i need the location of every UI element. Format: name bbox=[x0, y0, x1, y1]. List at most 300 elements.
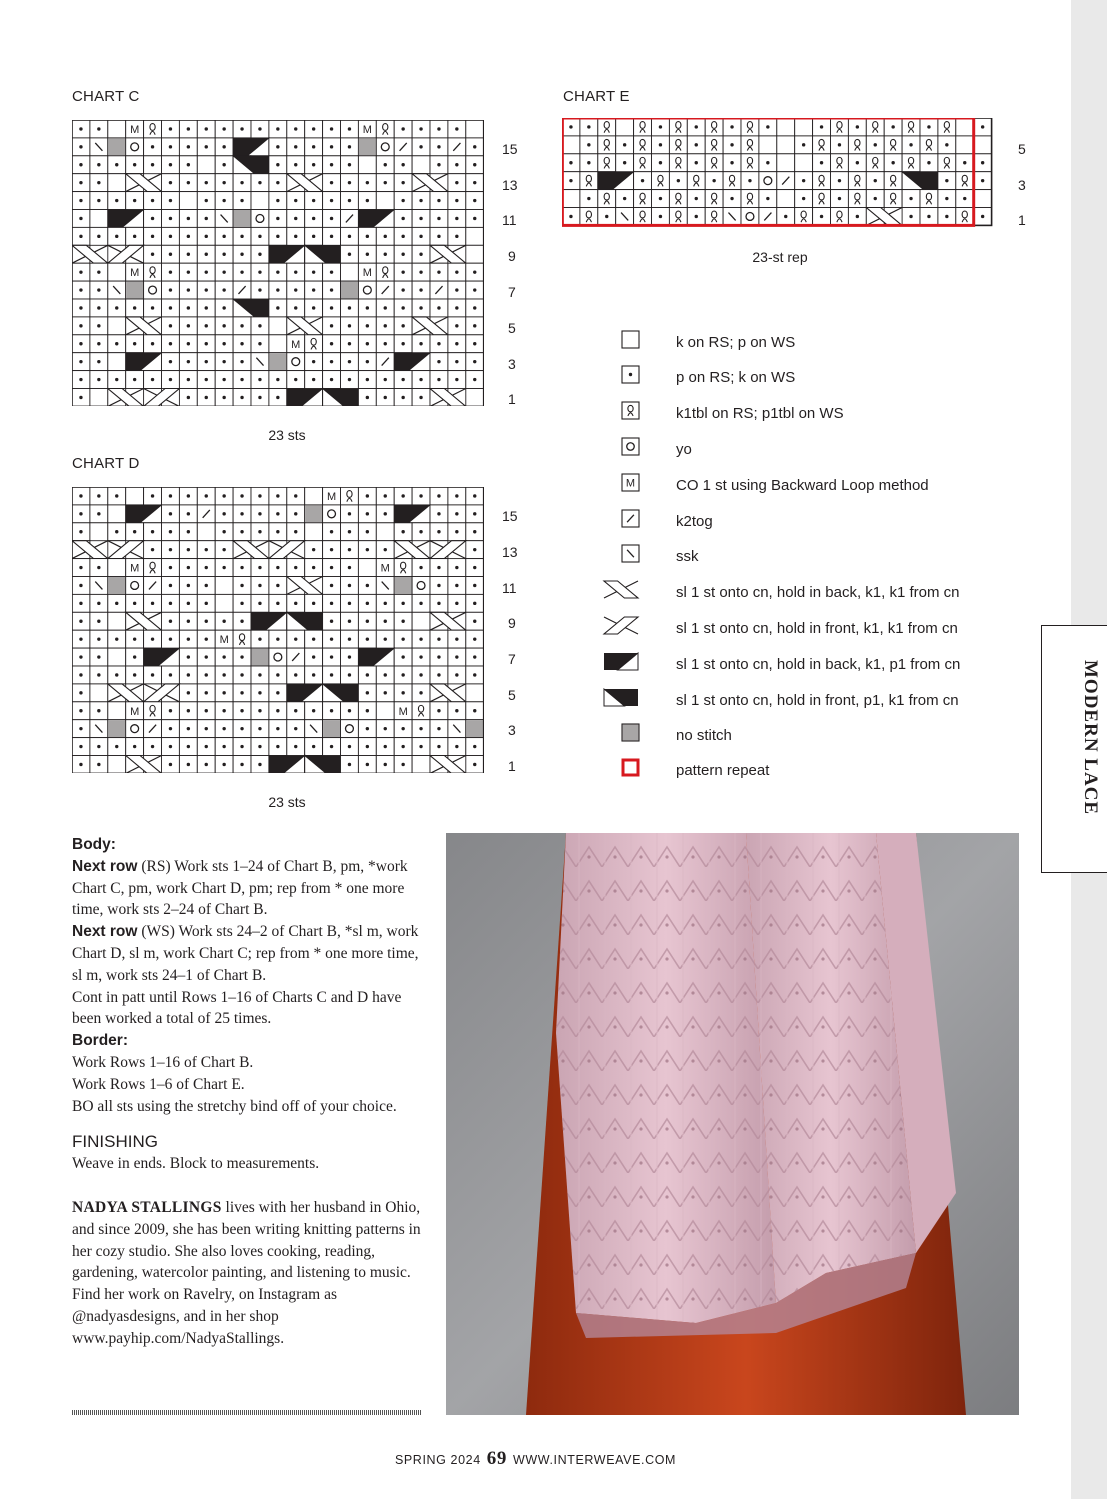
purl-dot bbox=[169, 270, 172, 273]
no-stitch-cell bbox=[341, 282, 358, 299]
purl-dot bbox=[455, 566, 458, 569]
make-one-symbol: M bbox=[362, 267, 372, 280]
purl-dot bbox=[384, 342, 387, 345]
purl-dot bbox=[384, 324, 387, 327]
make-one-symbol: M bbox=[625, 477, 636, 490]
purl-dot bbox=[384, 494, 387, 497]
stitch-cell bbox=[884, 190, 902, 208]
stitch-cell bbox=[376, 702, 394, 720]
purl-dot bbox=[79, 727, 82, 730]
purl-dot bbox=[569, 161, 572, 164]
purl-dot bbox=[366, 360, 369, 363]
stitch-cell bbox=[215, 594, 233, 612]
stitch-cell bbox=[269, 317, 287, 335]
purl-dot bbox=[963, 161, 966, 164]
purl-dot bbox=[133, 342, 136, 345]
purl-dot bbox=[79, 691, 82, 694]
purl-dot bbox=[205, 217, 208, 220]
legend-label: k1tbl on RS; p1tbl on WS bbox=[676, 405, 844, 422]
purl-dot bbox=[79, 620, 82, 623]
purl-dot bbox=[330, 709, 333, 712]
stitch-cell bbox=[287, 353, 305, 371]
cable-symbol bbox=[604, 653, 638, 670]
purl-dot bbox=[312, 270, 315, 273]
purl-dot bbox=[115, 530, 118, 533]
purl-dot bbox=[455, 324, 458, 327]
stitch-cell bbox=[376, 523, 394, 541]
stitch-cell bbox=[412, 612, 430, 630]
purl-dot bbox=[330, 745, 333, 748]
purl-dot bbox=[169, 342, 172, 345]
purl-dot bbox=[401, 637, 404, 640]
chart-e-row-number: 1 bbox=[1018, 212, 1026, 228]
purl-dot bbox=[330, 584, 333, 587]
purl-dot bbox=[312, 145, 315, 148]
stitch-cell bbox=[108, 174, 126, 192]
stitch-cell bbox=[358, 281, 376, 299]
purl-dot bbox=[401, 127, 404, 130]
purl-dot bbox=[258, 127, 261, 130]
stitch-cell bbox=[938, 118, 956, 136]
purl-dot bbox=[312, 306, 315, 309]
purl-dot bbox=[276, 566, 279, 569]
purl-dot bbox=[473, 145, 476, 148]
stitch-cell bbox=[580, 172, 598, 190]
purl-dot bbox=[802, 179, 805, 182]
chart-e-title: CHART E bbox=[563, 88, 630, 105]
purl-dot bbox=[133, 745, 136, 748]
issue-label: SPRING 2024 bbox=[394, 1453, 481, 1467]
legend-row bbox=[600, 723, 1020, 753]
purl-dot bbox=[401, 494, 404, 497]
purl-dot bbox=[348, 530, 351, 533]
purl-dot bbox=[294, 163, 297, 166]
purl-dot bbox=[187, 637, 190, 640]
purl-dot bbox=[927, 161, 930, 164]
stitch-cell bbox=[144, 263, 162, 281]
purl-dot bbox=[187, 673, 190, 676]
purl-dot bbox=[294, 199, 297, 202]
purl-dot bbox=[115, 163, 118, 166]
purl-dot bbox=[258, 324, 261, 327]
purl-dot bbox=[473, 745, 476, 748]
stitch-cell bbox=[669, 154, 687, 172]
cable-symbol bbox=[287, 389, 323, 407]
chart-e-caption: 23-st rep bbox=[752, 249, 808, 265]
stitch-cell bbox=[466, 120, 484, 138]
no-stitch-cell bbox=[108, 720, 125, 737]
purl-dot bbox=[222, 270, 225, 273]
purl-dot bbox=[205, 342, 208, 345]
purl-dot bbox=[366, 709, 369, 712]
purl-dot bbox=[222, 378, 225, 381]
purl-dot bbox=[169, 288, 172, 291]
stitch-cell bbox=[652, 172, 670, 190]
stitch-cell bbox=[466, 227, 484, 245]
purl-dot bbox=[258, 378, 261, 381]
purl-dot bbox=[97, 181, 100, 184]
purl-dot bbox=[115, 306, 118, 309]
purl-dot bbox=[79, 396, 82, 399]
purl-dot bbox=[838, 179, 841, 182]
purl-dot bbox=[79, 709, 82, 712]
purl-dot bbox=[473, 494, 476, 497]
purl-dot bbox=[981, 125, 984, 128]
purl-dot bbox=[115, 602, 118, 605]
purl-dot bbox=[294, 727, 297, 730]
make-one-symbol: M bbox=[380, 562, 390, 575]
purl-dot bbox=[366, 306, 369, 309]
stitch-cell bbox=[562, 136, 580, 154]
purl-dot bbox=[401, 163, 404, 166]
purl-dot bbox=[294, 145, 297, 148]
purl-dot bbox=[366, 396, 369, 399]
purl-dot bbox=[115, 637, 118, 640]
purl-dot bbox=[455, 199, 458, 202]
purl-dot bbox=[205, 548, 208, 551]
stitch-cell bbox=[669, 136, 687, 154]
stitch-cell bbox=[251, 210, 269, 228]
purl-dot bbox=[366, 512, 369, 515]
no-stitch-icon bbox=[600, 723, 660, 749]
stitch-cell bbox=[920, 190, 938, 208]
purl-dot bbox=[963, 197, 966, 200]
purl-dot bbox=[133, 673, 136, 676]
stitch-cell bbox=[233, 630, 251, 648]
purl-dot bbox=[623, 161, 626, 164]
purl-dot bbox=[455, 217, 458, 220]
purl-dot bbox=[276, 673, 279, 676]
purl-dot bbox=[169, 548, 172, 551]
purl-dot bbox=[473, 199, 476, 202]
legend-row bbox=[600, 473, 1020, 503]
purl-dot bbox=[348, 145, 351, 148]
purl-dot bbox=[401, 530, 404, 533]
purl-dot bbox=[294, 602, 297, 605]
purl-dot bbox=[97, 342, 100, 345]
purl-dot bbox=[587, 125, 590, 128]
stitch-cell bbox=[848, 172, 866, 190]
instructions-column bbox=[72, 834, 432, 1350]
purl-dot bbox=[151, 745, 154, 748]
purl-dot bbox=[348, 181, 351, 184]
purl-dot bbox=[437, 306, 440, 309]
purl-dot bbox=[330, 127, 333, 130]
purl-dot bbox=[981, 161, 984, 164]
purl-dot bbox=[276, 637, 279, 640]
purl-dot bbox=[437, 673, 440, 676]
purl-dot bbox=[294, 637, 297, 640]
purl-dot bbox=[473, 673, 476, 676]
purl-dot bbox=[240, 253, 243, 256]
cable-symbol bbox=[269, 756, 305, 774]
stitch-cell bbox=[323, 505, 341, 523]
legend-label: sl 1 st onto cn, hold in front, k1, k1 from cn bbox=[676, 620, 958, 637]
chart-c-grid bbox=[72, 120, 484, 406]
purl-dot bbox=[97, 324, 100, 327]
purl-dot bbox=[294, 235, 297, 238]
legend-row bbox=[600, 544, 1020, 574]
purl-dot bbox=[856, 161, 859, 164]
stitch-cell bbox=[741, 208, 759, 226]
purl-dot bbox=[419, 288, 422, 291]
purl-dot bbox=[133, 163, 136, 166]
purl-dot bbox=[187, 494, 190, 497]
purl-dot bbox=[97, 512, 100, 515]
purl-dot bbox=[348, 512, 351, 515]
purl-dot bbox=[79, 584, 82, 587]
purl-dot bbox=[587, 143, 590, 146]
purl-dot bbox=[437, 270, 440, 273]
purl-dot bbox=[838, 197, 841, 200]
stitch-cell bbox=[126, 577, 144, 595]
purl-dot bbox=[187, 620, 190, 623]
purl-dot bbox=[222, 530, 225, 533]
purl-dot bbox=[348, 745, 351, 748]
stitch-cell bbox=[938, 154, 956, 172]
purl-dot bbox=[205, 324, 208, 327]
purl-dot bbox=[419, 602, 422, 605]
stitch-cell bbox=[831, 118, 849, 136]
purl-dot bbox=[856, 125, 859, 128]
purl-dot bbox=[169, 566, 172, 569]
chart-c-row-number: 7 bbox=[508, 284, 516, 300]
no-stitch-cell bbox=[108, 138, 125, 155]
purl-dot bbox=[348, 324, 351, 327]
purl-dot bbox=[222, 512, 225, 515]
purl-dot bbox=[455, 270, 458, 273]
purl-dot bbox=[97, 566, 100, 569]
purl-dot bbox=[455, 584, 458, 587]
purl-dot bbox=[187, 566, 190, 569]
purl-dot bbox=[891, 161, 894, 164]
purl-dot bbox=[205, 127, 208, 130]
purl-dot bbox=[240, 584, 243, 587]
purl-dot bbox=[659, 143, 662, 146]
legend-label: CO 1 st using Backward Loop method bbox=[676, 477, 929, 494]
purl-dot bbox=[473, 324, 476, 327]
purl-dot bbox=[437, 127, 440, 130]
purl-dot bbox=[401, 324, 404, 327]
purl-dot bbox=[115, 199, 118, 202]
purl-dot bbox=[294, 530, 297, 533]
stitch-cell bbox=[634, 136, 652, 154]
purl-dot bbox=[258, 763, 261, 766]
purl-dot bbox=[258, 235, 261, 238]
purl-dot bbox=[240, 235, 243, 238]
purl-dot bbox=[730, 125, 733, 128]
purl-dot bbox=[927, 125, 930, 128]
purl-dot-icon bbox=[600, 365, 660, 391]
purl-dot bbox=[330, 530, 333, 533]
legend-label: ssk bbox=[676, 548, 699, 565]
purl-dot bbox=[276, 494, 279, 497]
stitch-cell bbox=[956, 136, 974, 154]
purl-dot bbox=[205, 637, 208, 640]
stitch-cell bbox=[956, 118, 974, 136]
chart-d-row-number: 5 bbox=[508, 687, 516, 703]
purl-dot bbox=[258, 396, 261, 399]
purl-dot bbox=[169, 512, 172, 515]
purl-dot bbox=[169, 620, 172, 623]
stitch-cell bbox=[305, 523, 323, 541]
make-one-symbol: M bbox=[398, 705, 408, 718]
purl-dot bbox=[133, 602, 136, 605]
purl-dot bbox=[437, 566, 440, 569]
purl-dot bbox=[401, 306, 404, 309]
purl-dot bbox=[909, 143, 912, 146]
purl-dot bbox=[366, 494, 369, 497]
purl-dot bbox=[766, 197, 769, 200]
purl-dot bbox=[455, 602, 458, 605]
designer-bio-text: lives with her husband in Ohio, and since 2009, she has been writing knitting patterns in her cozy studio. She also loves cooking, reading, gardening, watercolor painting, and listening to music. Find her work on Ravelry, on Instagram as @nadyasdesigns, and in her shop www.payhip.com/NadyaStallings. bbox=[72, 1198, 421, 1347]
purl-dot bbox=[419, 217, 422, 220]
purl-dot bbox=[222, 360, 225, 363]
purl-dot bbox=[695, 197, 698, 200]
purl-dot bbox=[312, 378, 315, 381]
purl-dot bbox=[258, 709, 261, 712]
purl-dot bbox=[276, 199, 279, 202]
purl-dot bbox=[276, 127, 279, 130]
finishing-text: Weave in ends. Block to measurements. bbox=[72, 1155, 320, 1173]
purl-dot bbox=[437, 145, 440, 148]
purl-dot bbox=[455, 288, 458, 291]
purl-dot bbox=[79, 763, 82, 766]
purl-dot bbox=[366, 745, 369, 748]
purl-dot bbox=[240, 342, 243, 345]
purl-dot bbox=[401, 745, 404, 748]
stitch-cell bbox=[562, 190, 580, 208]
purl-dot bbox=[473, 637, 476, 640]
legend-label: yo bbox=[676, 441, 692, 458]
stitch-cell bbox=[108, 648, 126, 666]
stitch-cell bbox=[108, 353, 126, 371]
stitch-cell bbox=[956, 172, 974, 190]
cable-symbol bbox=[108, 210, 144, 228]
stitch-cell bbox=[108, 612, 126, 630]
legend-row bbox=[600, 330, 1020, 360]
purl-dot bbox=[401, 691, 404, 694]
purl-dot bbox=[473, 620, 476, 623]
purl-dot bbox=[366, 584, 369, 587]
purl-dot bbox=[766, 125, 769, 128]
purl-dot bbox=[187, 288, 190, 291]
stitch-cell bbox=[974, 190, 992, 208]
stitch-cell bbox=[126, 138, 144, 156]
purl-dot bbox=[187, 396, 190, 399]
purl-dot bbox=[187, 709, 190, 712]
chart-d-row-number: 9 bbox=[508, 615, 516, 631]
purl-dot bbox=[205, 145, 208, 148]
purl-dot bbox=[419, 342, 422, 345]
purl-dot bbox=[473, 217, 476, 220]
purl-dot bbox=[222, 566, 225, 569]
purl-dot bbox=[838, 143, 841, 146]
stitch-cell bbox=[634, 118, 652, 136]
stitch-cell bbox=[884, 136, 902, 154]
stitch-cell bbox=[795, 154, 813, 172]
stitch-cell bbox=[376, 263, 394, 281]
purl-dot bbox=[187, 602, 190, 605]
purl-dot bbox=[401, 727, 404, 730]
purl-dot bbox=[419, 566, 422, 569]
no-stitch-cell bbox=[252, 649, 269, 666]
purl-dot bbox=[222, 145, 225, 148]
purl-dot bbox=[419, 199, 422, 202]
purl-dot bbox=[97, 199, 100, 202]
purl-dot bbox=[240, 396, 243, 399]
stitch-cell bbox=[705, 190, 723, 208]
stitch-cell bbox=[126, 720, 144, 738]
purl-dot bbox=[294, 306, 297, 309]
purl-dot bbox=[258, 512, 261, 515]
purl-dot bbox=[348, 235, 351, 238]
purl-dot bbox=[366, 342, 369, 345]
stitch-cell bbox=[108, 505, 126, 523]
purl-dot bbox=[240, 709, 243, 712]
purl-dot bbox=[330, 199, 333, 202]
purl-dot bbox=[330, 163, 333, 166]
no-stitch-cell bbox=[126, 282, 143, 299]
chart-e-row-number: 3 bbox=[1018, 177, 1026, 193]
purl-dot bbox=[187, 512, 190, 515]
purl-dot bbox=[437, 512, 440, 515]
purl-dot bbox=[473, 288, 476, 291]
stitch-cell bbox=[741, 136, 759, 154]
shawl-photo bbox=[446, 833, 1019, 1415]
purl-dot bbox=[366, 548, 369, 551]
stitch-cell bbox=[376, 120, 394, 138]
stitch-cell bbox=[376, 192, 394, 210]
purl-dot bbox=[330, 235, 333, 238]
purl-dot bbox=[312, 655, 315, 658]
purl-dot bbox=[240, 360, 243, 363]
purl-dot bbox=[187, 181, 190, 184]
purl-dot bbox=[97, 360, 100, 363]
purl-dot bbox=[419, 270, 422, 273]
purl-dot bbox=[276, 235, 279, 238]
purl-dot bbox=[151, 235, 154, 238]
purl-dot bbox=[569, 179, 572, 182]
purl-dot bbox=[187, 342, 190, 345]
purl-dot bbox=[455, 494, 458, 497]
stitch-cell bbox=[108, 756, 126, 774]
purl-dot bbox=[97, 620, 100, 623]
purl-dot bbox=[151, 163, 154, 166]
purl-dot bbox=[169, 378, 172, 381]
stitch-cell bbox=[269, 335, 287, 353]
purl-dot bbox=[437, 235, 440, 238]
no-stitch-cell bbox=[323, 720, 340, 737]
stitch-cell bbox=[777, 136, 795, 154]
purl-dot bbox=[473, 548, 476, 551]
purl-dot bbox=[222, 745, 225, 748]
stitch-cell bbox=[580, 208, 598, 226]
stitch-cell bbox=[687, 172, 705, 190]
chart-c-row-number: 5 bbox=[508, 320, 516, 336]
purl-dot bbox=[401, 655, 404, 658]
purl-dot bbox=[79, 602, 82, 605]
next-row-label: Next row bbox=[72, 857, 138, 875]
purl-dot bbox=[187, 324, 190, 327]
purl-dot bbox=[312, 288, 315, 291]
purl-dot bbox=[330, 655, 333, 658]
purl-dot bbox=[312, 548, 315, 551]
purl-dot bbox=[276, 691, 279, 694]
stitch-cell bbox=[920, 136, 938, 154]
stitch-cell bbox=[144, 120, 162, 138]
stitch-cell bbox=[341, 263, 359, 281]
